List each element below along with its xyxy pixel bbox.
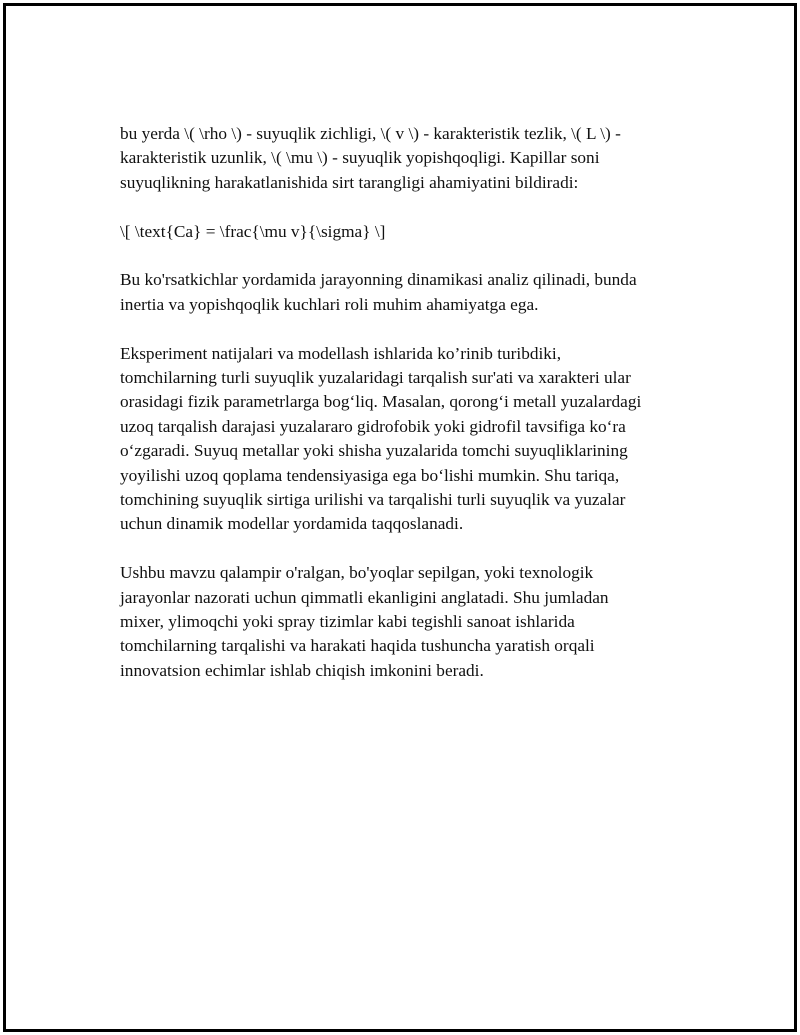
formula-capillary-number: \[ \text{Ca} = \frac{\mu v}{\sigma} \] xyxy=(120,221,386,241)
paragraph-experiment: Eksperiment natijalari va modellash ishlarida ko’rinib turibdiki, tomchilarning turli suyuqlik yuzalaridagi tarqalish sur'ati va xarakteri ular orasidagi fizik parametrlarga bog‘liq. Masalan, qorong‘i metall yuzalardagi uzoq tarqalish darajasi yuzalararo gidrofobik yoki gidrofil tavsifiga ko‘ra o‘zgaradi. Suyuq metallar yoki shisha yuzalarida tomchi suyuqliklarining yoyilishi uzoq qoplama tendensiyasiga ega bo‘lishi mumkin. Shu tariqa, tomchining suyuqlik sirtiga urilishi va tarqalishi turli suyuqlik va yuzalar uchun dinamik modellar yordamida taqqoslanadi. xyxy=(120,343,642,534)
page-frame xyxy=(3,3,797,1032)
document-body xyxy=(120,122,690,708)
paragraph-applications: Ushbu mavzu qalampir o'ralgan, bo'yoqlar sepilgan, yoki texnologik jarayonlar nazorati uchun qimmatli ekanligini anglatadi. Shu jumladan mixer, ylimoqchi yoki spray tizimlar kabi tegishli sanoat ishlarida tomchilarning tarqalishi va harakati haqida tushuncha yaratish orqali innovatsion echimlar ishlab chiqish imkonini beradi. xyxy=(120,563,609,680)
paragraph-dynamics: Bu ko'rsatkichlar yordamida jarayonning dinamikasi analiz qilinadi, bunda inertia va yopishqoqlik kuchlari roli muhim ahamiyatga ega. xyxy=(120,270,637,314)
paragraph-definitions: bu yerda \( \rho \) - suyuqlik zichligi, \( v \) - karakteristik tezlik, \( L \) - karakteristik uzunlik, \( \mu \) - suyuqlik yopishqoqligi. Kapillar soni suyuqlikning harakatlanishida sirt tarangligi ahamiyatini bildiradi: xyxy=(120,124,621,192)
